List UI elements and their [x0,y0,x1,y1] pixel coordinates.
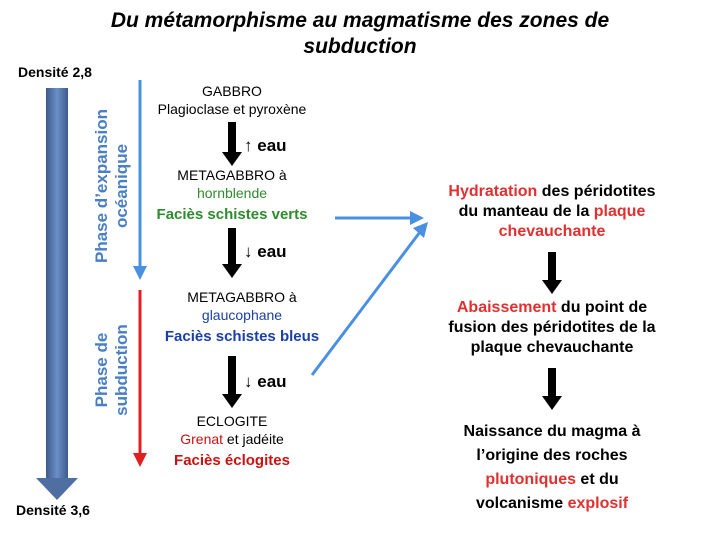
phase-expansion-label: Phase d’expansion océanique [92,109,131,263]
density-arrow [36,88,78,500]
page-title: Du métamorphisme au magmatisme des zones de subduction [110,9,610,58]
density-top-label: Densité 2,8 [18,64,92,80]
stage-gabbro: GABBRO Plagioclase et pyroxène [157,83,307,117]
right-arrow-2 [542,368,562,410]
stage-eclogite: ECLOGITE Grenat et jadéite Faciès éclogites [174,413,290,469]
stage-metagabbro-vert: METAGABBRO à hornblende Faciès schistes verts [156,167,308,223]
eau-label-2: ↓ eau [244,242,287,261]
up-arrow-icon: ↑ [244,136,253,155]
right-step-hydratation: Hydratation des péridotites du manteau de la plaque chevauchante [448,183,656,240]
density-bottom-label: Densité 3,6 [16,502,90,518]
down-arrow-icon: ↓ [244,372,253,391]
down-arrow-icon: ↓ [244,242,253,261]
center-arrow-1 [222,122,242,166]
stage-metagabbro-bleu: METAGABBRO à glaucophane Faciès schistes bleus [164,289,320,345]
right-arrow-1 [542,252,562,294]
right-step-naissance: Naissance du magma à l’origine des roches plutoniques et du volcanisme explosif [463,423,641,512]
right-step-abaissement: Abaissement du point de fusion des péridotites de la plaque chevauchante [448,299,656,356]
eau-label-3: ↓ eau [244,372,287,391]
eau-label-1: ↑ eau [244,136,287,155]
center-arrow-2 [222,228,242,278]
phase-subduction-label: Phase de subduction [92,324,131,416]
center-arrow-3 [222,356,242,408]
